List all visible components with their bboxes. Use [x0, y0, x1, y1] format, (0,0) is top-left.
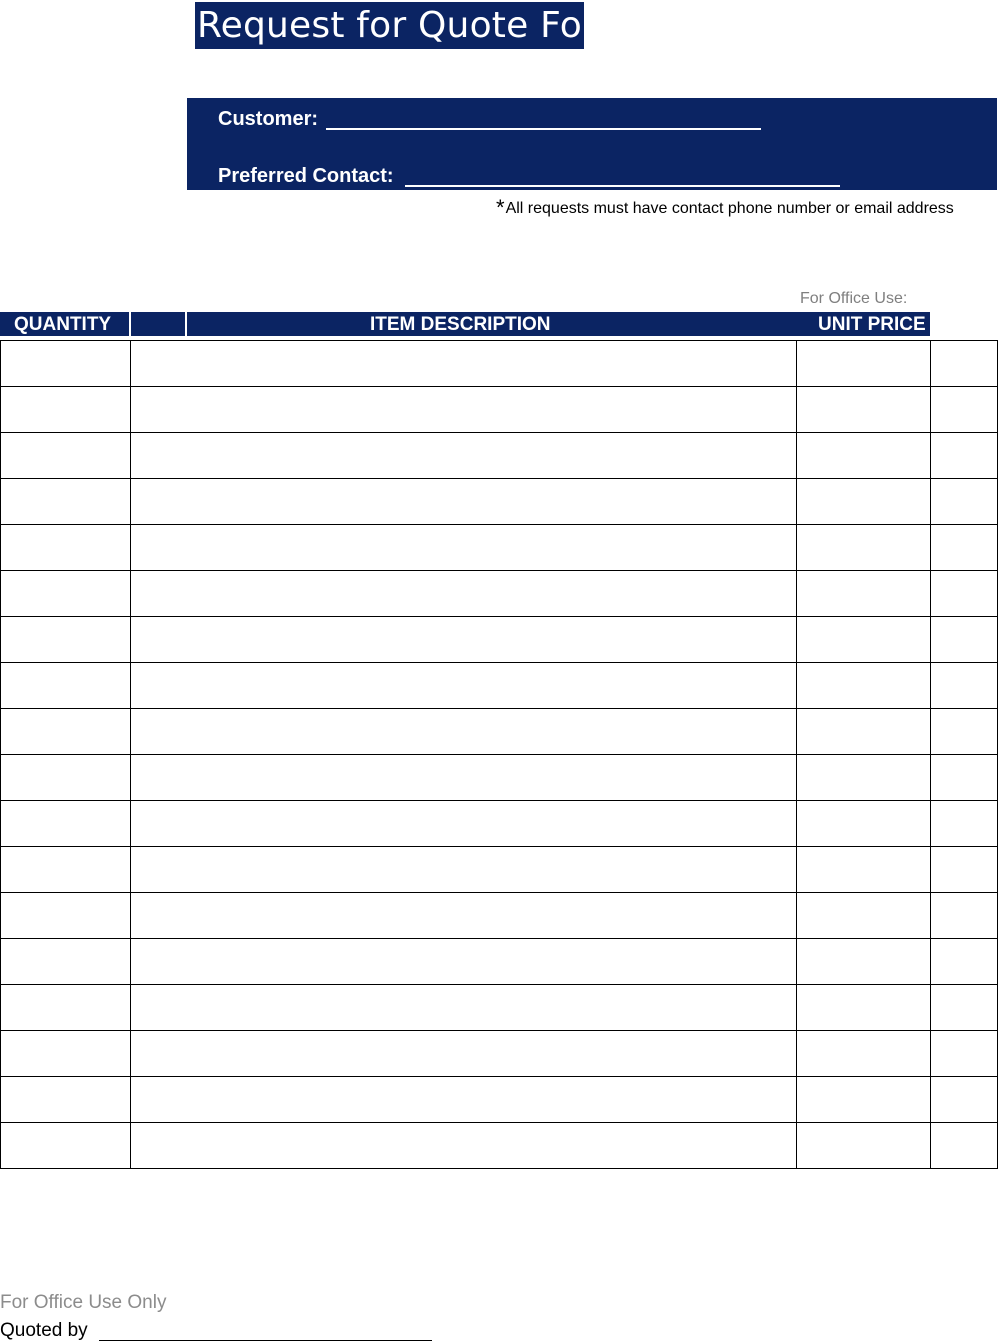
quantity-cell[interactable]: [1, 479, 131, 525]
quantity-cell[interactable]: [1, 1077, 131, 1123]
office-use-cell[interactable]: [931, 433, 998, 479]
quantity-cell[interactable]: [1, 617, 131, 663]
office-use-cell[interactable]: [931, 985, 998, 1031]
table-row: [1, 1123, 998, 1169]
table-row: [1, 341, 998, 387]
item-description-cell[interactable]: [131, 663, 797, 709]
unit-price-cell[interactable]: [797, 525, 931, 571]
unit-price-cell[interactable]: [797, 571, 931, 617]
preferred-contact-field[interactable]: [405, 185, 840, 187]
quantity-cell[interactable]: [1, 755, 131, 801]
unit-price-cell[interactable]: [797, 755, 931, 801]
item-description-cell[interactable]: [131, 433, 797, 479]
office-use-cell[interactable]: [931, 709, 998, 755]
table-row: [1, 433, 998, 479]
office-use-cell[interactable]: [931, 387, 998, 433]
table-row: [1, 985, 998, 1031]
header-item-description: ITEM DESCRIPTION: [370, 314, 551, 335]
item-description-cell[interactable]: [131, 479, 797, 525]
unit-price-cell[interactable]: [797, 939, 931, 985]
office-use-cell[interactable]: [931, 847, 998, 893]
table-row: [1, 617, 998, 663]
quantity-cell[interactable]: [1, 985, 131, 1031]
item-description-cell[interactable]: [131, 387, 797, 433]
unit-price-cell[interactable]: [797, 1123, 931, 1169]
office-use-cell[interactable]: [931, 755, 998, 801]
preferred-contact-label: Preferred Contact:: [218, 165, 394, 187]
quantity-cell[interactable]: [1, 571, 131, 617]
note-asterisk: *: [496, 195, 505, 220]
header-unit-price: UNIT PRICE: [818, 314, 926, 335]
table-row: [1, 801, 998, 847]
quantity-cell[interactable]: [1, 801, 131, 847]
unit-price-cell[interactable]: [797, 663, 931, 709]
quantity-cell[interactable]: [1, 893, 131, 939]
unit-price-cell[interactable]: [797, 1031, 931, 1077]
table-row: [1, 663, 998, 709]
quantity-cell[interactable]: [1, 433, 131, 479]
form-title: Request for Quote Form: [195, 2, 584, 49]
office-use-label: For Office Use:: [800, 290, 908, 307]
table-row: [1, 479, 998, 525]
office-use-cell[interactable]: [931, 571, 998, 617]
quantity-cell[interactable]: [1, 663, 131, 709]
unit-price-cell[interactable]: [797, 893, 931, 939]
office-use-cell[interactable]: [931, 1123, 998, 1169]
quantity-cell[interactable]: [1, 847, 131, 893]
quantity-cell[interactable]: [1, 939, 131, 985]
item-description-cell[interactable]: [131, 1123, 797, 1169]
office-use-cell[interactable]: [931, 617, 998, 663]
note-text: All requests must have contact phone number or email address: [505, 200, 954, 217]
item-description-cell[interactable]: [131, 525, 797, 571]
office-use-cell[interactable]: [931, 1077, 998, 1123]
table-row: [1, 939, 998, 985]
office-use-cell[interactable]: [931, 939, 998, 985]
item-description-cell[interactable]: [131, 801, 797, 847]
table-row: [1, 525, 998, 571]
table-row: [1, 847, 998, 893]
unit-price-cell[interactable]: [797, 801, 931, 847]
office-use-cell[interactable]: [931, 479, 998, 525]
unit-price-cell[interactable]: [797, 985, 931, 1031]
item-description-cell[interactable]: [131, 755, 797, 801]
unit-price-cell[interactable]: [797, 341, 931, 387]
unit-price-cell[interactable]: [797, 479, 931, 525]
unit-price-cell[interactable]: [797, 1077, 931, 1123]
item-description-cell[interactable]: [131, 939, 797, 985]
items-table: [0, 340, 998, 1169]
item-description-cell[interactable]: [131, 1077, 797, 1123]
quantity-cell[interactable]: [1, 341, 131, 387]
quantity-cell[interactable]: [1, 1031, 131, 1077]
office-use-cell[interactable]: [931, 663, 998, 709]
item-description-cell[interactable]: [131, 341, 797, 387]
table-row: [1, 755, 998, 801]
items-table-body: [1, 341, 998, 1169]
table-row: [1, 709, 998, 755]
item-description-cell[interactable]: [131, 709, 797, 755]
quantity-cell[interactable]: [1, 709, 131, 755]
quantity-cell[interactable]: [1, 1123, 131, 1169]
for-office-use-only: For Office Use Only: [0, 1292, 167, 1313]
header-divider: [129, 312, 131, 336]
item-description-cell[interactable]: [131, 985, 797, 1031]
quoted-by-label: Quoted by: [0, 1320, 88, 1341]
item-description-cell[interactable]: [131, 1031, 797, 1077]
table-row: [1, 571, 998, 617]
header-divider: [185, 312, 187, 336]
table-header: [0, 312, 930, 336]
contact-requirement-note: [496, 195, 954, 221]
quantity-cell[interactable]: [1, 387, 131, 433]
customer-label: Customer:: [218, 108, 319, 130]
unit-price-cell[interactable]: [797, 709, 931, 755]
item-description-cell[interactable]: [131, 617, 797, 663]
office-use-cell[interactable]: [931, 525, 998, 571]
unit-price-cell[interactable]: [797, 433, 931, 479]
unit-price-cell[interactable]: [797, 387, 931, 433]
office-use-cell[interactable]: [931, 893, 998, 939]
office-use-cell[interactable]: [931, 801, 998, 847]
unit-price-cell[interactable]: [797, 617, 931, 663]
header-quantity: QUANTITY: [14, 314, 112, 335]
table-row: [1, 893, 998, 939]
table-row: [1, 1031, 998, 1077]
office-use-cell[interactable]: [931, 1031, 998, 1077]
quoted-by-field[interactable]: [99, 1340, 432, 1341]
item-description-cell[interactable]: [131, 571, 797, 617]
office-use-cell[interactable]: [931, 341, 998, 387]
table-row: [1, 387, 998, 433]
item-description-cell[interactable]: [131, 893, 797, 939]
table-row: [1, 1077, 998, 1123]
item-description-cell[interactable]: [131, 847, 797, 893]
quantity-cell[interactable]: [1, 525, 131, 571]
customer-info-band: [187, 98, 997, 190]
customer-field[interactable]: [326, 128, 761, 130]
unit-price-cell[interactable]: [797, 847, 931, 893]
